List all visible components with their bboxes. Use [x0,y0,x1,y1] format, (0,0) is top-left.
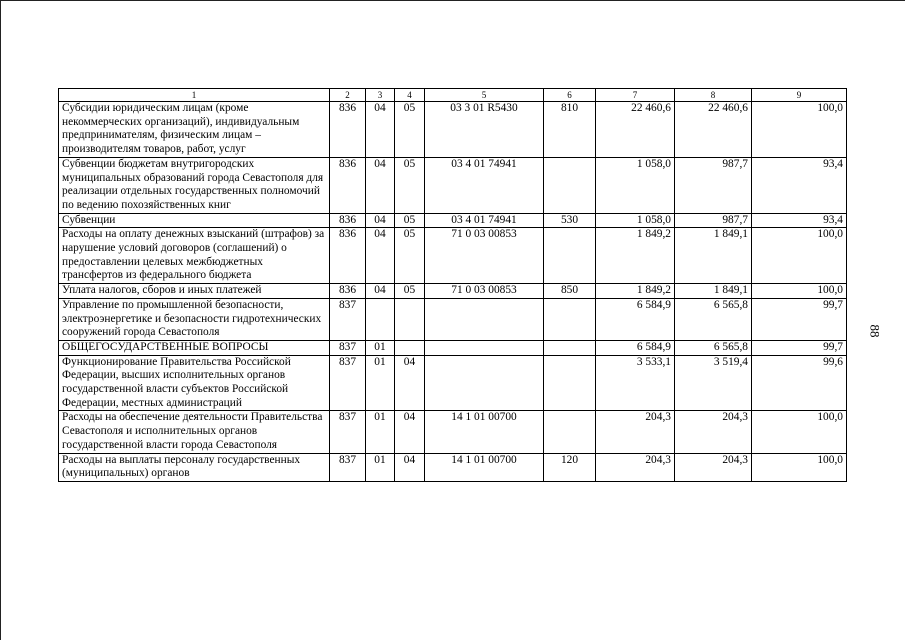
table-row [59,102,847,158]
header-cell: 8 [675,89,752,102]
cell-target-article: 71 0 03 00853 [425,284,544,299]
table-row [59,453,847,481]
budget-table [58,88,847,482]
cell-target-article: 14 1 01 00700 [425,411,544,453]
cell-section: 04 [366,284,395,299]
cell-subsection: 05 [395,213,425,228]
cell-expense-type: 120 [544,453,596,481]
row-name: Управление по промышленной безопасности, электроэнергетике и безопасности гидротехнических сооружений города Севастополя [59,298,330,340]
table-row [59,228,847,284]
page-number: 88 [867,324,883,338]
cell-target-article: 71 0 03 00853 [425,228,544,284]
cell-expense-type: 530 [544,213,596,228]
cell-section: 01 [366,355,395,411]
cell-expense-type [544,411,596,453]
cell-executed: 22 460,6 [675,102,752,158]
cell-subsection: 04 [395,355,425,411]
cell-administrator: 837 [330,298,366,340]
cell-percent: 100,0 [752,284,847,299]
table-row [59,355,847,411]
cell-subsection [395,298,425,340]
cell-planned: 6 584,9 [596,298,675,340]
row-name: Субсидии юридическим лицам (кроме некоммерческих организаций), индивидуальным предпринимателям, физическим лицам – производителям товаров, работ, услуг [59,102,330,158]
cell-percent: 93,4 [752,213,847,228]
cell-executed: 204,3 [675,411,752,453]
row-name: Расходы на выплаты персоналу государственных (муниципальных) органов [59,453,330,481]
cell-executed: 6 565,8 [675,340,752,355]
table-row [59,298,847,340]
header-cell: 9 [752,89,847,102]
cell-section [366,298,395,340]
cell-expense-type [544,157,596,213]
cell-subsection: 05 [395,157,425,213]
header-cell: 3 [366,89,395,102]
cell-administrator: 836 [330,102,366,158]
cell-subsection: 05 [395,228,425,284]
cell-planned: 1 058,0 [596,157,675,213]
cell-executed: 204,3 [675,453,752,481]
cell-executed: 6 565,8 [675,298,752,340]
cell-subsection: 05 [395,284,425,299]
cell-subsection [395,340,425,355]
cell-percent: 99,7 [752,340,847,355]
row-name: Субвенции [59,213,330,228]
row-name: ОБЩЕГОСУДАРСТВЕННЫЕ ВОПРОСЫ [59,340,330,355]
cell-executed: 3 519,4 [675,355,752,411]
cell-target-article: 03 3 01 R5430 [425,102,544,158]
cell-subsection: 05 [395,102,425,158]
cell-planned: 1 849,2 [596,228,675,284]
cell-target-article: 03 4 01 74941 [425,157,544,213]
cell-expense-type [544,355,596,411]
cell-section: 04 [366,102,395,158]
cell-section: 04 [366,157,395,213]
cell-section: 04 [366,228,395,284]
cell-administrator: 836 [330,228,366,284]
cell-target-article: 03 4 01 74941 [425,213,544,228]
cell-administrator: 837 [330,453,366,481]
cell-administrator: 837 [330,411,366,453]
row-name: Функционирование Правительства Российской Федерации, высших исполнительных органов государственной власти субъектов Российской Федерации, местных администраций [59,355,330,411]
cell-planned: 1 058,0 [596,213,675,228]
cell-administrator: 837 [330,340,366,355]
cell-target-article [425,298,544,340]
cell-subsection: 04 [395,453,425,481]
cell-planned: 204,3 [596,411,675,453]
cell-target-article [425,355,544,411]
table-header-row [59,89,847,102]
cell-executed: 1 849,1 [675,228,752,284]
cell-planned: 1 849,2 [596,284,675,299]
cell-expense-type [544,228,596,284]
cell-section: 01 [366,453,395,481]
table-row [59,340,847,355]
cell-administrator: 836 [330,157,366,213]
cell-executed: 1 849,1 [675,284,752,299]
cell-percent: 93,4 [752,157,847,213]
table-row [59,157,847,213]
row-name: Расходы на оплату денежных взысканий (штрафов) за нарушение условий договоров (соглашений) о предоставлении целевых межбюджетных трансфертов из федерального бюджета [59,228,330,284]
table-row [59,411,847,453]
header-cell: 5 [425,89,544,102]
cell-expense-type [544,340,596,355]
cell-planned: 3 533,1 [596,355,675,411]
cell-percent: 100,0 [752,411,847,453]
table-row [59,213,847,228]
cell-percent: 100,0 [752,228,847,284]
cell-administrator: 836 [330,284,366,299]
header-cell: 7 [596,89,675,102]
row-name: Расходы на обеспечение деятельности Правительства Севастополя и исполнительных органов государственной власти города Севастополя [59,411,330,453]
header-cell: 2 [330,89,366,102]
cell-expense-type [544,298,596,340]
table-row [59,284,847,299]
cell-administrator: 836 [330,213,366,228]
cell-percent: 99,6 [752,355,847,411]
cell-percent: 100,0 [752,102,847,158]
cell-planned: 204,3 [596,453,675,481]
cell-section: 01 [366,340,395,355]
header-cell: 6 [544,89,596,102]
cell-administrator: 837 [330,355,366,411]
cell-percent: 100,0 [752,453,847,481]
row-name: Уплата налогов, сборов и иных платежей [59,284,330,299]
cell-target-article: 14 1 01 00700 [425,453,544,481]
row-name: Субвенции бюджетам внутригородских муниципальных образований города Севастополя для реализации отдельных государственных полномочий по ведению похозяйственных книг [59,157,330,213]
cell-planned: 22 460,6 [596,102,675,158]
cell-executed: 987,7 [675,213,752,228]
header-cell: 4 [395,89,425,102]
cell-percent: 99,7 [752,298,847,340]
cell-section: 01 [366,411,395,453]
cell-planned: 6 584,9 [596,340,675,355]
cell-expense-type: 850 [544,284,596,299]
cell-section: 04 [366,213,395,228]
cell-target-article [425,340,544,355]
cell-expense-type: 810 [544,102,596,158]
cell-executed: 987,7 [675,157,752,213]
header-cell: 1 [59,89,330,102]
cell-subsection: 04 [395,411,425,453]
